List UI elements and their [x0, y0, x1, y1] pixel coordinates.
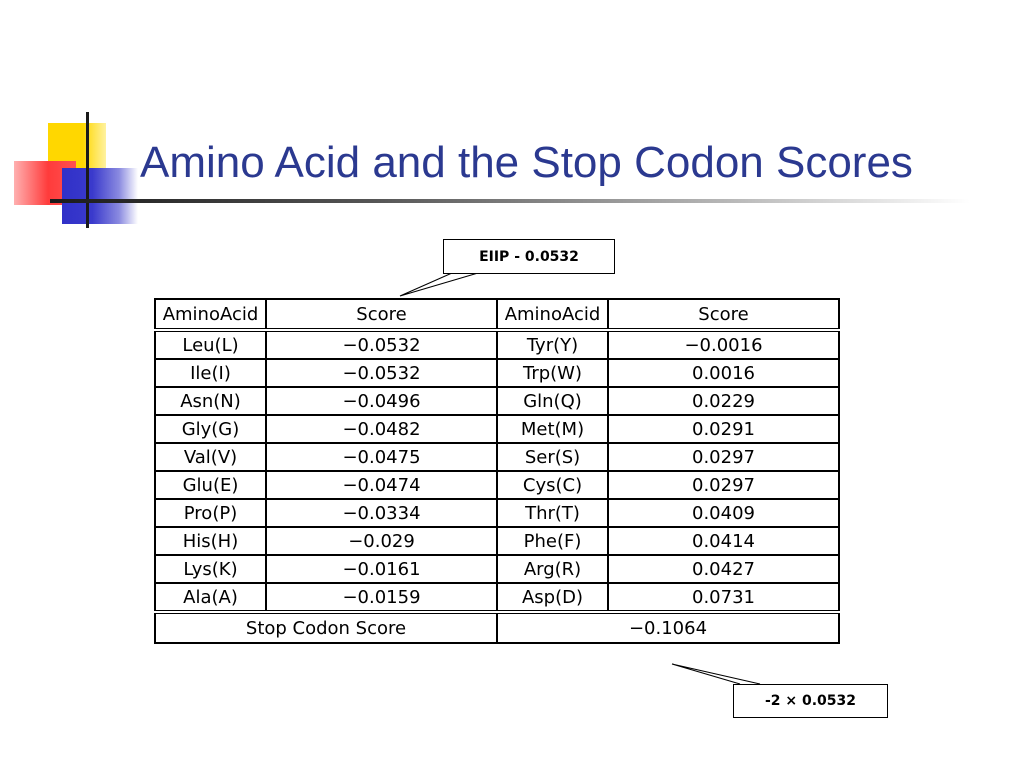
- score-cell: −0.0016: [608, 330, 839, 359]
- score-cell: 0.0731: [608, 583, 839, 612]
- amino-acid-cell: His(H): [155, 527, 266, 555]
- table-row: [155, 583, 839, 612]
- score-cell: 0.0297: [608, 443, 839, 471]
- callout-stop-formula: [733, 684, 888, 718]
- amino-acid-cell: Phe(F): [497, 527, 608, 555]
- score-cell: −0.0159: [266, 583, 497, 612]
- score-cell: 0.0427: [608, 555, 839, 583]
- score-cell: −0.0161: [266, 555, 497, 583]
- table-row: [155, 527, 839, 555]
- score-cell: −0.0482: [266, 415, 497, 443]
- amino-acid-cell: Val(V): [155, 443, 266, 471]
- score-cell: −0.0334: [266, 499, 497, 527]
- table-row: [155, 555, 839, 583]
- table-row: [155, 359, 839, 387]
- amino-acid-cell: Gly(G): [155, 415, 266, 443]
- amino-acid-cell: Ala(A): [155, 583, 266, 612]
- score-cell: −0.0532: [266, 359, 497, 387]
- amino-acid-cell: Trp(W): [497, 359, 608, 387]
- score-cell: 0.0291: [608, 415, 839, 443]
- callout-eiip: [443, 239, 615, 274]
- stop-codon-value: −0.1064: [497, 612, 839, 643]
- slide-title: Amino Acid and the Stop Codon Scores: [140, 138, 913, 187]
- table-row: [155, 499, 839, 527]
- table-row: [155, 387, 839, 415]
- table-header-row: [155, 299, 839, 330]
- amino-acid-cell: Arg(R): [497, 555, 608, 583]
- score-cell: 0.0297: [608, 471, 839, 499]
- score-cell: −0.029: [266, 527, 497, 555]
- amino-acid-cell: Asn(N): [155, 387, 266, 415]
- table-row: [155, 415, 839, 443]
- amino-acid-cell: Asp(D): [497, 583, 608, 612]
- score-cell: 0.0016: [608, 359, 839, 387]
- score-cell: 0.0229: [608, 387, 839, 415]
- header-aminoacid-2: AminoAcid: [497, 299, 608, 330]
- score-cell: −0.0474: [266, 471, 497, 499]
- header-score-1: Score: [266, 299, 497, 330]
- amino-acid-cell: Cys(C): [497, 471, 608, 499]
- amino-acid-cell: Gln(Q): [497, 387, 608, 415]
- amino-acid-cell: Pro(P): [155, 499, 266, 527]
- header-score-2: Score: [608, 299, 839, 330]
- score-cell: −0.0532: [266, 330, 497, 359]
- amino-acid-cell: Glu(E): [155, 471, 266, 499]
- amino-acid-cell: Thr(T): [497, 499, 608, 527]
- scores-table: [154, 298, 840, 644]
- amino-acid-cell: Ser(S): [497, 443, 608, 471]
- callout-stop-formula-text: -2 × 0.0532: [764, 693, 857, 709]
- score-cell: 0.0414: [608, 527, 839, 555]
- table-row: [155, 330, 839, 359]
- amino-acid-cell: Ile(I): [155, 359, 266, 387]
- amino-acid-cell: Tyr(Y): [497, 330, 608, 359]
- header-aminoacid-1: AminoAcid: [155, 299, 266, 330]
- table-row: [155, 471, 839, 499]
- stop-codon-row: [155, 612, 839, 643]
- stop-codon-label: Stop Codon Score: [155, 612, 497, 643]
- table-row: [155, 443, 839, 471]
- score-cell: 0.0409: [608, 499, 839, 527]
- amino-acid-cell: Lys(K): [155, 555, 266, 583]
- amino-acid-cell: Met(M): [497, 415, 608, 443]
- score-cell: −0.0496: [266, 387, 497, 415]
- score-cell: −0.0475: [266, 443, 497, 471]
- amino-acid-cell: Leu(L): [155, 330, 266, 359]
- callout-eiip-text: EIIP - 0.0532: [479, 248, 579, 265]
